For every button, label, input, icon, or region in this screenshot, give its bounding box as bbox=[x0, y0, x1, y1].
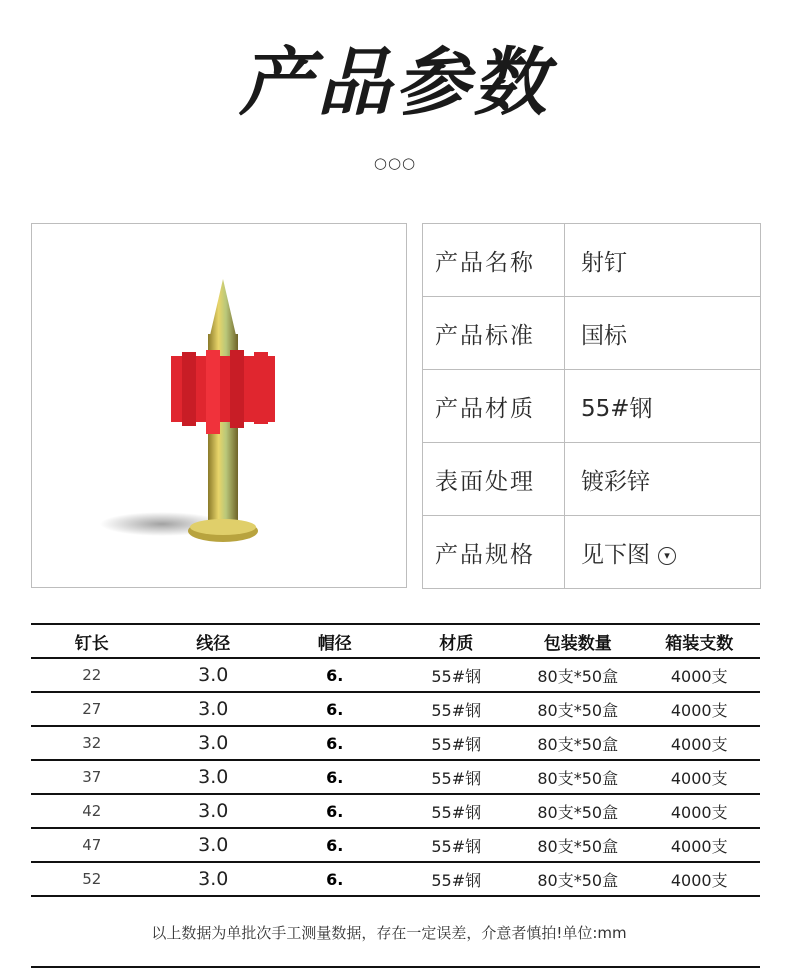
spec-row bbox=[423, 297, 761, 370]
table-row bbox=[31, 794, 760, 828]
table-cell: 4000支 bbox=[639, 692, 761, 726]
spec-value: 国标 bbox=[565, 297, 761, 370]
table-cell: 4000支 bbox=[639, 760, 761, 794]
table-row bbox=[31, 726, 760, 760]
spec-key: 产品规格 bbox=[423, 516, 565, 589]
table-cell: 52 bbox=[31, 862, 153, 896]
table-cell: 32 bbox=[31, 726, 153, 760]
spec-value: 射钉 bbox=[565, 224, 761, 297]
product-photo bbox=[31, 223, 407, 588]
column-header: 帽径 bbox=[274, 624, 396, 658]
spec-row bbox=[423, 370, 761, 443]
table-cell: 3.0 bbox=[153, 692, 275, 726]
table-cell: 80支*50盒 bbox=[517, 760, 639, 794]
spec-table bbox=[422, 223, 761, 589]
spec-row bbox=[423, 224, 761, 297]
spec-key: 产品名称 bbox=[423, 224, 565, 297]
bottom-divider bbox=[31, 966, 760, 968]
table-row bbox=[31, 862, 760, 896]
table-cell: 55#钢 bbox=[396, 862, 518, 896]
table-cell: 55#钢 bbox=[396, 692, 518, 726]
table-cell: 6. bbox=[274, 794, 396, 828]
chevron-down-circle-icon: ▾ bbox=[658, 547, 676, 565]
table-cell: 55#钢 bbox=[396, 794, 518, 828]
table-cell: 3.0 bbox=[153, 828, 275, 862]
table-cell: 4000支 bbox=[639, 658, 761, 692]
table-cell: 80支*50盒 bbox=[517, 862, 639, 896]
table-cell: 4000支 bbox=[639, 726, 761, 760]
table-cell: 6. bbox=[274, 862, 396, 896]
table-cell: 27 bbox=[31, 692, 153, 726]
table-cell: 80支*50盒 bbox=[517, 692, 639, 726]
table-cell: 80支*50盒 bbox=[517, 658, 639, 692]
plastic-washer bbox=[171, 350, 275, 434]
spec-key: 产品材质 bbox=[423, 370, 565, 443]
table-cell: 4000支 bbox=[639, 828, 761, 862]
column-header: 钉长 bbox=[31, 624, 153, 658]
table-cell: 6. bbox=[274, 760, 396, 794]
table-row bbox=[31, 760, 760, 794]
spec-value bbox=[565, 516, 761, 589]
table-cell: 47 bbox=[31, 828, 153, 862]
spec-row bbox=[423, 443, 761, 516]
table-cell: 3.0 bbox=[153, 726, 275, 760]
spec-value: 镀彩锌 bbox=[565, 443, 761, 516]
table-cell: 55#钢 bbox=[396, 828, 518, 862]
table-row bbox=[31, 828, 760, 862]
spec-row bbox=[423, 516, 761, 589]
column-header: 材质 bbox=[396, 624, 518, 658]
page-title: 产品参数 bbox=[239, 40, 551, 126]
table-cell: 55#钢 bbox=[396, 726, 518, 760]
column-header: 箱装支数 bbox=[639, 624, 761, 658]
spec-key: 产品标准 bbox=[423, 297, 565, 370]
nail-tip bbox=[208, 279, 238, 344]
spec-value-text: 见下图 bbox=[581, 541, 650, 568]
table-cell: 80支*50盒 bbox=[517, 828, 639, 862]
table-row bbox=[31, 658, 760, 692]
nail-illustration bbox=[32, 224, 408, 589]
table-cell: 6. bbox=[274, 828, 396, 862]
spec-key: 表面处理 bbox=[423, 443, 565, 516]
table-cell: 6. bbox=[274, 692, 396, 726]
measurement-note: 以上数据为单批次手工测量数据，存在一定误差，介意者慎拍!单位:mm bbox=[151, 924, 627, 942]
table-cell: 6. bbox=[274, 726, 396, 760]
column-header: 线径 bbox=[153, 624, 275, 658]
size-table bbox=[31, 623, 760, 897]
table-cell: 22 bbox=[31, 658, 153, 692]
table-cell: 55#钢 bbox=[396, 760, 518, 794]
table-cell: 80支*50盒 bbox=[517, 726, 639, 760]
table-cell: 4000支 bbox=[639, 794, 761, 828]
decorative-dots: ○○○ bbox=[373, 154, 417, 172]
column-header: 包装数量 bbox=[517, 624, 639, 658]
table-cell: 3.0 bbox=[153, 862, 275, 896]
table-cell: 3.0 bbox=[153, 760, 275, 794]
spec-value: 55#钢 bbox=[565, 370, 761, 443]
table-cell: 42 bbox=[31, 794, 153, 828]
table-cell: 3.0 bbox=[153, 794, 275, 828]
size-table-header bbox=[31, 624, 760, 658]
table-cell: 55#钢 bbox=[396, 658, 518, 692]
table-cell: 6. bbox=[274, 658, 396, 692]
table-cell: 4000支 bbox=[639, 862, 761, 896]
table-cell: 37 bbox=[31, 760, 153, 794]
table-row bbox=[31, 692, 760, 726]
table-cell: 3.0 bbox=[153, 658, 275, 692]
table-cell: 80支*50盒 bbox=[517, 794, 639, 828]
